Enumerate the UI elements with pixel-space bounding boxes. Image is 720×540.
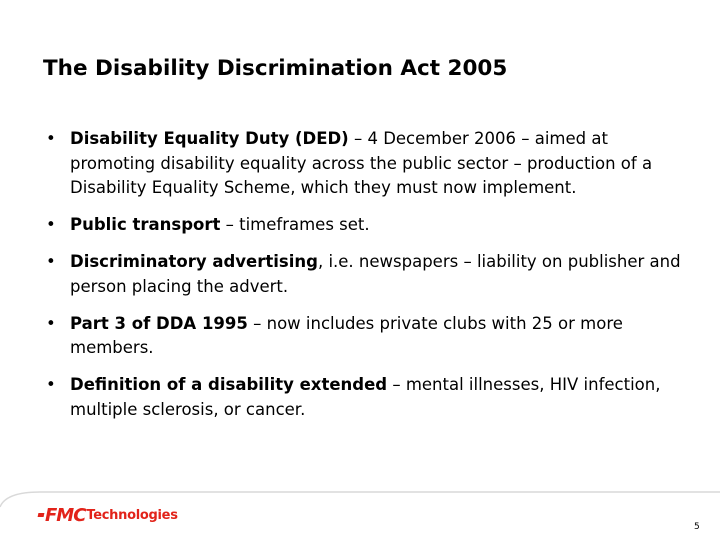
bullet-marker: • (46, 252, 56, 271)
bullet-lead: Definition of a disability extended (70, 375, 388, 394)
fmc-technologies-logo (38, 503, 178, 527)
bullet-item (46, 250, 686, 299)
bullet-marker: • (46, 313, 56, 333)
bullet-item (46, 312, 686, 361)
bullet-text: – now includes private clubs with 25 or more members. (70, 313, 623, 357)
logo-brand (38, 505, 85, 526)
bullet-item (46, 213, 686, 238)
bullet-list (46, 127, 686, 435)
bullet-marker: • (46, 129, 56, 148)
bullet-lead: Public transport (70, 215, 221, 234)
slide-title: The Disability Discrimination Act 2005 (43, 56, 508, 81)
bullet-text: , i.e. newspapers – liability on publisher and person placing the advert. (70, 252, 681, 296)
bullet-lead: Discriminatory advertising (70, 252, 318, 271)
logo-dash-icon (38, 513, 45, 517)
bullet-text: – 4 December 2006 – aimed at promoting disability equality across the public sector – production of a Disability Equality Scheme, which they must now implement. (70, 129, 653, 197)
bullet-marker: • (46, 375, 56, 394)
bullet-item (46, 373, 686, 422)
bullet-lead: Part 3 of DDA 1995 (70, 313, 248, 333)
bullet-lead: Disability Equality Duty (DED) (70, 129, 349, 148)
bullet-marker: • (46, 215, 56, 234)
bullet-item (46, 127, 686, 201)
logo-brand-text: FMC (45, 504, 86, 526)
logo-sub-text: Technologies (86, 507, 178, 523)
bullet-text: – mental illnesses, HIV infection, multiple sclerosis, or cancer. (70, 375, 661, 419)
bullet-text: – timeframes set. (220, 215, 370, 234)
page-number: 5 (694, 522, 700, 532)
